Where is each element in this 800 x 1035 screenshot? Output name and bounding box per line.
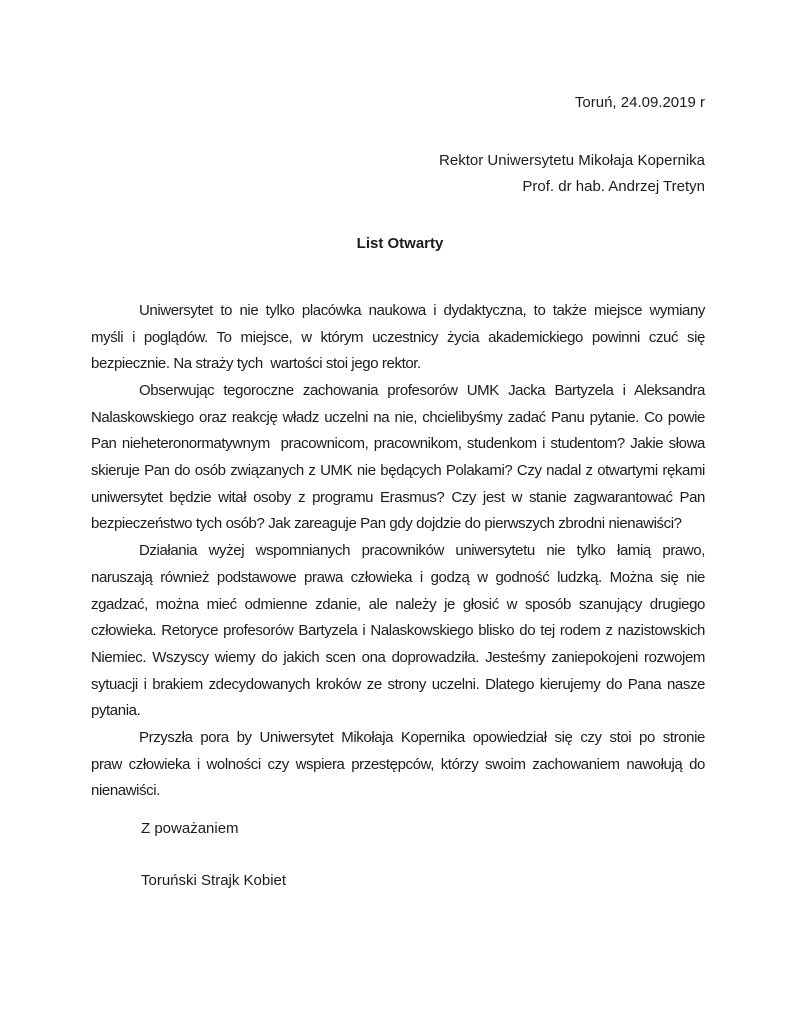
- paragraph-line: Uniwersytet to nie tylko placówka naukowa i dydaktyczna, to także miejsce wymiany: [139, 301, 705, 319]
- paragraph-2: [91, 378, 705, 538]
- signature: Toruński Strajk Kobiet: [141, 871, 287, 889]
- paragraph-line: zgadzać, można mieć odmienne zdanie, ale należy je głosić w sposób szanujący drugiego: [91, 595, 705, 613]
- paragraph-line: naruszają również podstawowe prawa człowieka i godzą w godność ludzką. Można się nie: [91, 568, 705, 586]
- paragraph-line: bezpieczeństwo tych osób? Jak zareaguje Pan gdy dojdzie do pierwszych zbrodni nienawiści?: [91, 515, 682, 533]
- paragraph-line: uniwersytet będzie witał osoby z programu Erasmus? Czy jest w stanie zagwarantować Pan: [91, 488, 705, 506]
- paragraph-1: [91, 298, 705, 378]
- paragraph-4: [91, 725, 705, 805]
- paragraph-line: Działania wyżej wspomnianych pracowników uniwersytetu nie tylko łamią prawo,: [139, 542, 705, 560]
- paragraph-line: myśli i poglądów. To miejsce, w którym uczestnicy życia akademickiego powinni czuć się: [91, 328, 705, 346]
- paragraph-line: Obserwując tegoroczne zachowania profesorów UMK Jacka Bartyzela i Aleksandra: [139, 381, 705, 399]
- letter-body: [91, 298, 705, 805]
- paragraph-line: Nalaskowskiego oraz reakcję władz uczelni na nie, chcielibyśmy zadać Panu pytanie. Co powie: [91, 408, 705, 426]
- paragraph-line: praw człowieka i wolności czy wspiera przestępców, którzy swoim zachowaniem nawołują do: [91, 755, 705, 773]
- paragraph-line: pytania.: [91, 702, 141, 720]
- recipient-title: Prof. dr hab. Andrzej Tretyn: [522, 178, 705, 196]
- paragraph-line: Pan nieheteronormatywnym pracownicom, pracownikom, studenkom i studentom? Jakie słowa: [91, 435, 705, 453]
- place-date: Toruń, 24.09.2019 r: [574, 94, 705, 111]
- paragraph-line: sytuacji i brakiem zdecydowanych kroków ze strony uczelni. Dlatego kierujemy do Pana nasze: [91, 675, 705, 693]
- recipient-name: Rektor Uniwersytetu Mikołaja Kopernika: [439, 151, 705, 169]
- paragraph-line: skieruje Pan do osób związanych z UMK nie będących Polakami? Czy nadal z otwartymi rękami: [91, 462, 705, 480]
- paragraph-line: nienawiści.: [91, 782, 160, 800]
- letter-title: List Otwarty: [356, 235, 444, 253]
- paragraph-line: człowieka. Retoryce profesorów Bartyzela i Nalaskowskiego blisko do tej rodem z nazistowskich: [91, 622, 705, 640]
- paragraph-line: bezpiecznie. Na straży tych wartości stoi jego rektor.: [91, 355, 421, 373]
- closing-phrase: Z poważaniem: [141, 820, 239, 838]
- paragraph-3: [91, 538, 705, 725]
- paragraph-line: Niemiec. Wszyscy wiemy do jakich scen ona doprowadziła. Jesteśmy zaniepokojeni rozwojem: [91, 648, 705, 666]
- recipient-block: [0, 148, 705, 201]
- paragraph-line: Przyszła pora by Uniwersytet Mikołaja Kopernika opowiedział się czy stoi po stronie: [139, 729, 705, 747]
